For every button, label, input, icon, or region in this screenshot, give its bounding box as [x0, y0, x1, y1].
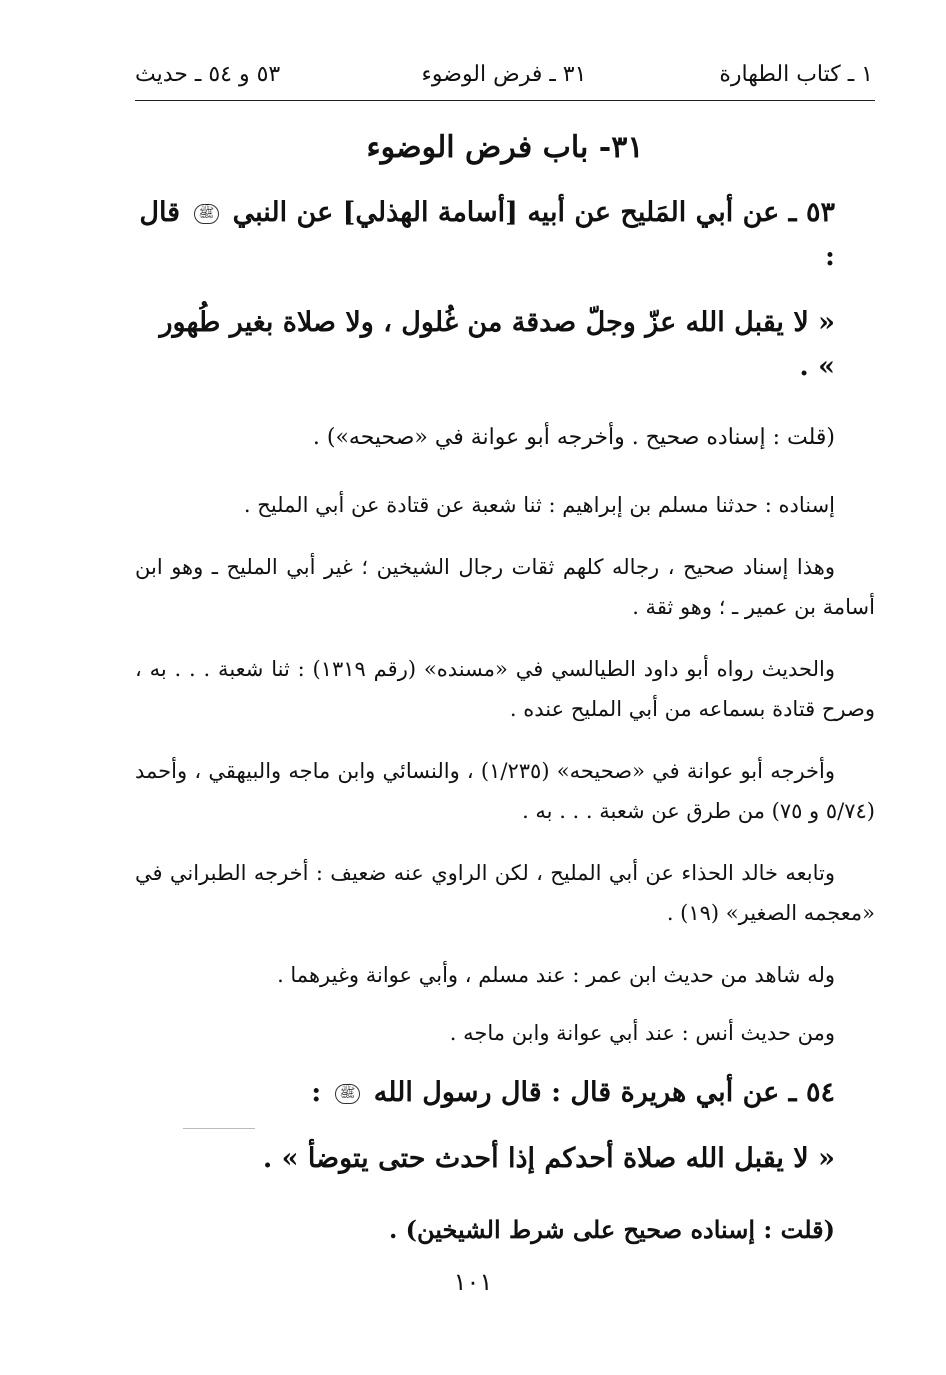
hadith-54-matn: « لا يقبل الله صلاة أحدكم إذا أحدث حتى يتوضأ » .: [262, 1143, 835, 1174]
hadith-53-title-end: قال :: [139, 197, 835, 272]
paragraph-isnad: إسناده : حدثنا مسلم بن إبراهيم : ثنا شعبة عن قتادة عن أبي المليح .: [243, 493, 835, 517]
hadith-53-matn: « لا يقبل الله عزّ وجلّ صدقة من غُلول ، ولا صلاة بغير طُهور » .: [159, 307, 835, 382]
paragraph-takhrij: وأخرجه أبو عوانة في «صحيحه» (١/٢٣٥) ، والنسائي وابن ماجه والبيهقي ، وأحمد (٥/٧٤ و ٧٥) من طرق عن شعبة . . . به .: [135, 759, 875, 823]
hadith-54-title-text: ٥٤ ـ عن أبي هريرة قال : قال رسول الله: [373, 1077, 835, 1108]
chapter-title: ٣١- باب فرض الوضوء: [366, 130, 644, 165]
hadith-53-grading: (قلت : إسناده صحيح . وأخرجه أبو عوانة في «صحيحه») .: [312, 425, 835, 450]
paragraph-tayalisi: والحديث رواه أبو داود الطيالسي في «مسنده» (رقم ١٣١٩) : ثنا شعبة . . . به ، وصرح قتادة بسماعه من أبي المليح عنده .: [135, 657, 875, 721]
paragraph-mutaba: وتابعه خالد الحذاء عن أبي المليح ، لكن الراوي عنه ضعيف : أخرجه الطبراني في «معجمه الصغير» (١٩) .: [135, 861, 875, 925]
hadith-53-title: [135, 191, 835, 279]
hadith-54-title: [135, 1071, 835, 1115]
page-body: [135, 130, 875, 1277]
hadith-54-title-end: :: [311, 1077, 322, 1108]
header-book-title: ١ ـ كتاب الطهارة: [719, 62, 873, 87]
paragraph-narrators: وهذا إسناد صحيح ، رجاله كلهم ثقات رجال الشيخين ؛ غير أبي المليح ـ وهو ابن أسامة بن عمير ـ ؛ وهو ثقة .: [135, 555, 875, 619]
shahid-ibn-umar: وله شاهد من حديث ابن عمر : عند مسلم ، وأبي عوانة وغيرهما .: [277, 963, 835, 987]
header-chapter-title: ٣١ ـ فرض الوضوء: [421, 62, 587, 87]
salutation-icon: ﷺ: [194, 204, 220, 224]
hadith-54-grading: (قلت : إسناده صحيح على شرط الشيخين) .: [388, 1215, 835, 1244]
salutation-icon: ﷺ: [335, 1084, 361, 1104]
running-header: [135, 58, 873, 98]
header-hadith-range: ٥٣ و ٥٤ ـ حديث: [135, 62, 281, 87]
hadith-53-title-text: ٥٣ ـ عن أبي المَليح عن أبيه [أسامة الهذلي] عن النبي: [232, 197, 835, 228]
shahid-anas: ومن حديث أنس : عند أبي عوانة وابن ماجه .: [449, 1021, 835, 1045]
page-number: ١٠١: [453, 1268, 493, 1296]
header-rule: [135, 100, 875, 101]
scan-mark: [183, 1128, 255, 1129]
